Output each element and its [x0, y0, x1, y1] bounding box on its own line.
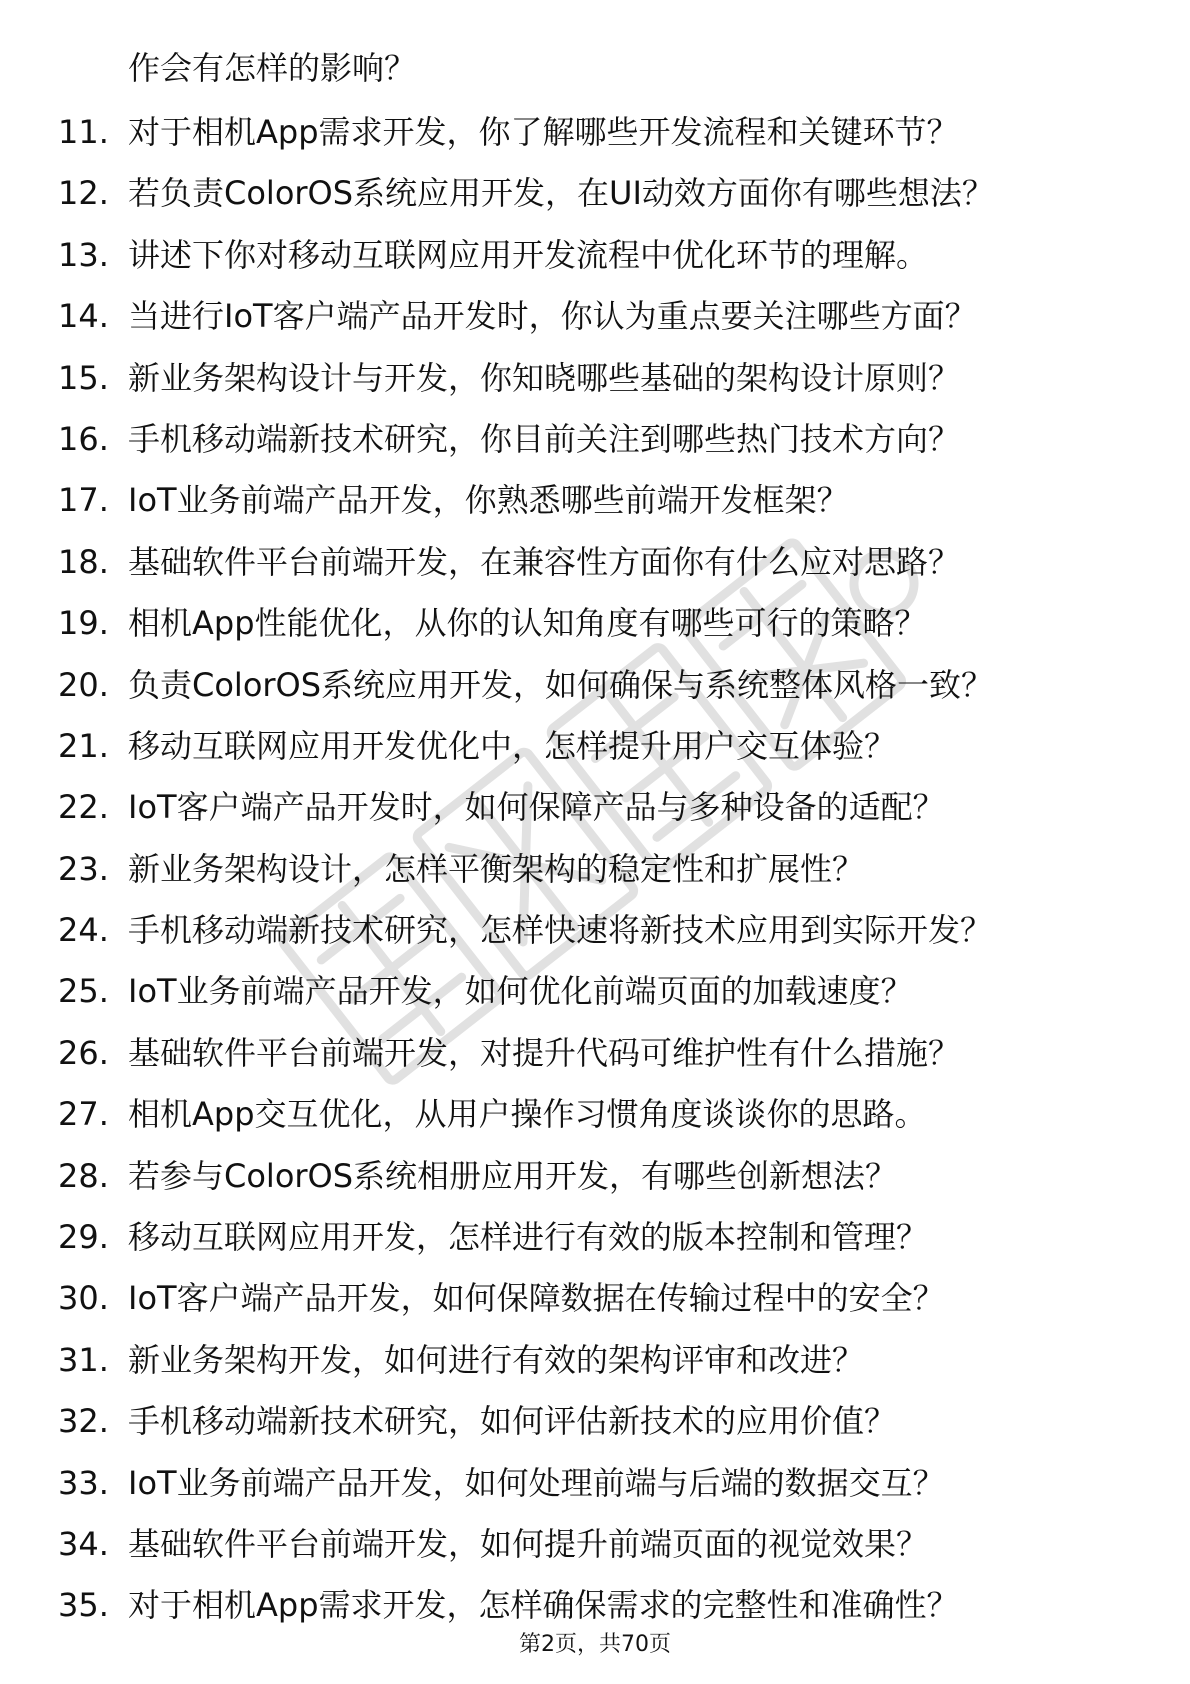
question-number: 19. [58, 604, 109, 643]
question-number: 32. [58, 1402, 109, 1441]
question-number: 20. [58, 665, 109, 704]
question-text: 对于相机App需求开发，怎样确保需求的完整性和准确性？ [128, 1586, 959, 1625]
question-text: 新业务架构开发，如何进行有效的架构评审和改进？ [128, 1340, 865, 1379]
question-number: 18. [58, 542, 109, 581]
question-number: 12. [58, 174, 109, 213]
question-text: 手机移动端新技术研究，你目前关注到哪些热门技术方向？ [128, 419, 961, 458]
question-number: 34. [58, 1524, 109, 1563]
question-number: 21. [58, 726, 109, 765]
question-number: 23. [58, 849, 109, 888]
question-text: IoT业务前端产品开发，如何优化前端页面的加载速度？ [128, 972, 913, 1011]
question-text: 负责ColorOS系统应用开发，如何确保与系统整体风格一致？ [128, 665, 994, 704]
question-text: 手机移动端新技术研究，如何评估新技术的应用价值？ [128, 1402, 897, 1441]
question-text: IoT客户端产品开发，如何保障数据在传输过程中的安全？ [128, 1279, 945, 1318]
question-number: 24. [58, 911, 109, 950]
question-number: 13. [58, 235, 109, 274]
question-text: 手机移动端新技术研究，怎样快速将新技术应用到实际开发？ [128, 911, 993, 950]
question-number: 16. [58, 419, 109, 458]
question-number: 31. [58, 1340, 109, 1379]
question-text: 若负责ColorOS系统应用开发，在UI动效方面你有哪些想法？ [128, 174, 994, 213]
question-number: 22. [58, 788, 109, 827]
question-number: 25. [58, 972, 109, 1011]
question-number: 33. [58, 1463, 109, 1502]
question-text: 对于相机App需求开发，你了解哪些开发流程和关键环节？ [128, 113, 959, 151]
question-number: 26. [58, 1033, 109, 1072]
question-text: IoT业务前端产品开发，你熟悉哪些前端开发框架？ [128, 481, 849, 520]
question-number: 28. [58, 1156, 109, 1195]
continuation-text: 作会有怎样的影响？ [128, 49, 417, 87]
question-text: 基础软件平台前端开发，如何提升前端页面的视觉效果？ [128, 1524, 929, 1563]
question-text: 基础软件平台前端开发，在兼容性方面你有什么应对思路？ [128, 542, 961, 581]
question-text: IoT客户端产品开发时，如何保障产品与多种设备的适配？ [128, 788, 945, 827]
question-number: 27. [58, 1095, 109, 1134]
question-text: 新业务架构设计与开发，你知晓哪些基础的架构设计原则？ [128, 358, 961, 397]
question-text: 当进行IoT客户端产品开发时，你认为重点要关注哪些方面？ [128, 297, 977, 336]
question-number: 29. [58, 1218, 109, 1257]
question-number: 11. [58, 113, 109, 151]
question-number: 30. [58, 1279, 109, 1318]
question-text: 基础软件平台前端开发，对提升代码可维护性有什么措施？ [128, 1033, 961, 1072]
question-number: 35. [58, 1586, 109, 1625]
question-text: 移动互联网应用开发优化中，怎样提升用户交互体验？ [128, 726, 897, 765]
page-footer: 第2页，共70页 [519, 1632, 671, 1657]
question-text: 新业务架构设计，怎样平衡架构的稳定性和扩展性？ [128, 849, 865, 888]
question-text: 相机App性能优化，从你的认知角度有哪些可行的策略？ [128, 604, 927, 643]
question-number: 15. [58, 358, 109, 397]
question-text: IoT业务前端产品开发，如何处理前端与后端的数据交互？ [128, 1463, 945, 1502]
question-text: 移动互联网应用开发，怎样进行有效的版本控制和管理？ [128, 1218, 929, 1257]
question-text: 相机App交互优化，从用户操作习惯角度谈谈你的思路。 [128, 1095, 927, 1134]
question-text: 讲述下你对移动互联网应用开发流程中优化环节的理解。 [128, 235, 929, 274]
question-number: 14. [58, 297, 109, 336]
question-number: 17. [58, 481, 109, 520]
question-text: 若参与ColorOS系统相册应用开发，有哪些创新想法？ [128, 1156, 898, 1195]
